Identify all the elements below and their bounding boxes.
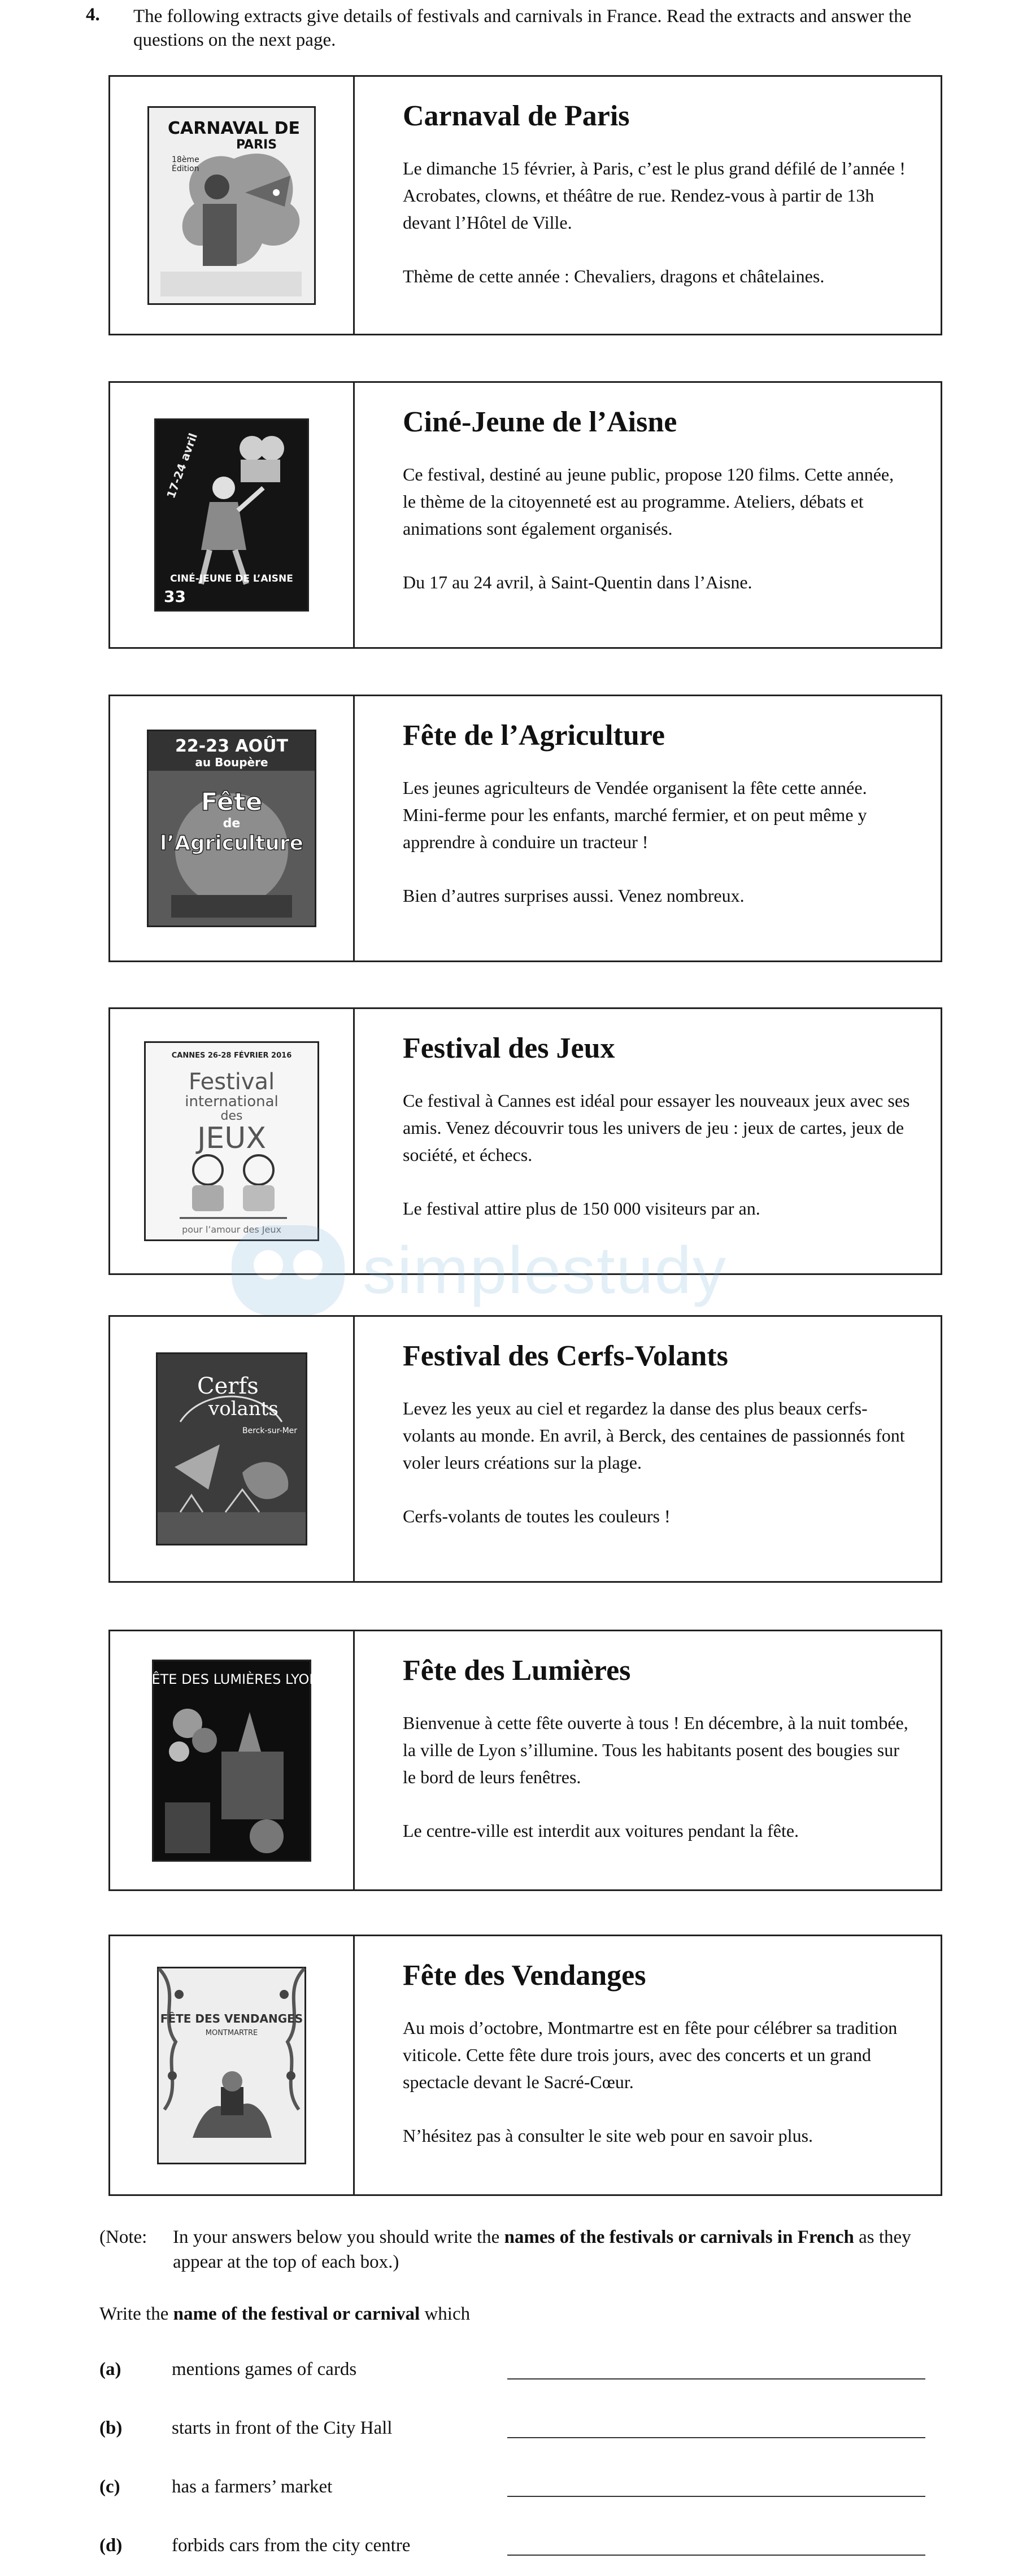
question-text: starts in front of the City Hall (172, 2418, 393, 2438)
question-d (99, 2535, 947, 2564)
poster-line: volants (208, 1398, 278, 1420)
question-a (99, 2359, 947, 2387)
festival-card-cine-jeune (108, 381, 942, 649)
instruction: Write the name of the festival or carnival which (99, 2304, 471, 2324)
poster-line: 18ème (172, 155, 199, 164)
question-text: forbids cars from the city centre (172, 2535, 411, 2556)
festival-paragraph: Bien d’autres surprises aussi. Venez nombreux. (403, 885, 745, 906)
note-label: (Note: (99, 2227, 147, 2247)
festival-paragraph: Bienvenue à cette fête ouverte à tous ! En décembre, à la nuit tombée, la ville de Lyon s’illumine. Tous les habitants posent des bougies sur le bord de leurs fenêtres. (403, 1713, 908, 1787)
poster-line: Festival (188, 1069, 275, 1095)
question-text: has a farmers’ market (172, 2477, 333, 2497)
festival-paragraph: Le festival attire plus de 150 000 visiteurs par an. (403, 1198, 760, 1219)
festival-card-fete-des-lumieres (108, 1630, 942, 1891)
question-label: (c) (99, 2477, 120, 2497)
cerfs-volants-poster-image (156, 1352, 307, 1545)
carnaval-poster-art (149, 108, 314, 303)
poster-line: Berck-sur-Mer (242, 1426, 298, 1435)
poster-line: 22-23 AOÛT (175, 736, 288, 756)
instruction-emphasis: name of the festival or carnival (173, 2304, 420, 2324)
question-label: (b) (99, 2418, 123, 2438)
poster-line: l’Agriculture (159, 832, 304, 855)
vendanges-poster-image (157, 1967, 306, 2164)
watermark (226, 1220, 727, 1321)
question-b (99, 2418, 947, 2446)
poster-line: FÊTE DES VENDANGES (160, 2011, 303, 2025)
lumieres-poster-image (143, 1660, 320, 1862)
festival-title: Ciné-Jeune de l’Aisne (403, 406, 677, 438)
poster-line: CINÉ-JEUNE DE L’AISNE (170, 573, 293, 584)
question-number: 4. (86, 5, 100, 25)
festival-card-fete-des-vendanges (108, 1935, 942, 2196)
festival-paragraph: Au mois d’octobre, Montmartre est en fête pour célébrer sa tradition viticole. Cette fête dure trois jours, avec des concerts et un grand spectacle devant le Sacré-Cœur. (403, 2018, 898, 2092)
festival-paragraph: Ce festival à Cannes est idéal pour essayer les nouveaux jeux avec ses amis. Venez découvrir tous les univers de jeu : jeux de cartes, jeux de société, et échecs. (403, 1090, 910, 1165)
festival-title: Carnaval de Paris (403, 100, 630, 132)
poster-line: pour l’amour des Jeux (182, 1224, 281, 1235)
festival-card-fete-agriculture (108, 695, 942, 962)
festival-title: Fête des Vendanges (403, 1959, 646, 1992)
answer-line-d[interactable] (507, 2555, 925, 2556)
answer-line-c[interactable] (507, 2496, 925, 2497)
festival-paragraph: Le dimanche 15 février, à Paris, c’est le plus grand défilé de l’année ! Acrobates, clowns, et théâtre de rue. Rendez-vous à partir de 13h devant l’Hôtel de Ville. (403, 158, 906, 233)
poster-line: CANNES 26-28 FÉVRIER 2016 (171, 1051, 292, 1060)
cine-jeune-poster-image (154, 418, 309, 612)
question-c (99, 2477, 947, 2505)
poster-line: Fête (201, 788, 263, 817)
jeux-poster-art (146, 1043, 317, 1239)
question-label: (a) (99, 2359, 121, 2379)
question-label: (d) (99, 2535, 123, 2556)
poster-line: CARNAVAL DE (168, 118, 300, 138)
festival-title: Festival des Cerfs-Volants (403, 1340, 728, 1372)
cerfs-volants-poster-art (158, 1354, 306, 1544)
festival-title: Fête de l’Agriculture (403, 719, 665, 752)
question-text: mentions games of cards (172, 2359, 357, 2379)
watermark-text: simplestudy (363, 1233, 728, 1308)
poster-line: 17-24 avril (164, 431, 201, 500)
poster-line: JEUX (197, 1121, 266, 1155)
jeux-poster-image (144, 1041, 319, 1241)
poster-line: Cerfs (197, 1373, 259, 1399)
note-emphasis: names of the festivals or carnivals in French (504, 2227, 854, 2247)
lumieres-poster-art (143, 1661, 320, 1860)
festival-card-cerfs-volants (108, 1315, 942, 1583)
festival-paragraph: Thème de cette année : Chevaliers, dragons et châtelaines. (403, 266, 825, 286)
answer-line-b[interactable] (507, 2437, 925, 2438)
festival-paragraph: Ce festival, destiné au jeune public, propose 120 films. Cette année, le thème de la citoyenneté est au programme. Ateliers, débats et animations sont également organisés. (403, 464, 894, 539)
intro-text: The following extracts give details of festivals and carnivals in France. Read the extracts and answer the questions on the next page. (133, 6, 912, 50)
festival-card-carnaval-de-paris (108, 75, 942, 335)
watermark-logo-icon (226, 1220, 350, 1321)
poster-line: MONTMARTRE (205, 2028, 258, 2037)
poster-line: de (223, 817, 241, 831)
cine-jeune-poster-art (156, 420, 307, 610)
agriculture-poster-image (147, 730, 316, 927)
answer-line-a[interactable] (507, 2378, 925, 2379)
agriculture-poster-art (149, 731, 315, 925)
poster-line: PARIS (236, 137, 277, 152)
festival-title: Festival des Jeux (403, 1032, 615, 1064)
festival-paragraph: Du 17 au 24 avril, à Saint-Quentin dans l’Aisne. (403, 572, 752, 592)
note-body: In your answers below you should write the names of the festivals or carnivals in French as they appear at the top of each box.) (173, 2227, 911, 2272)
festival-paragraph: Les jeunes agriculteurs de Vendée organisent la fête cette année. Mini-ferme pour les enfants, marché fermier, et on peut même y apprendre à conduire un tracteur ! (403, 778, 867, 852)
carnaval-poster-image (147, 106, 316, 305)
poster-line: Édition (172, 164, 199, 173)
poster-line: au Boupère (195, 756, 268, 769)
festival-paragraph: Cerfs-volants de toutes les couleurs ! (403, 1506, 671, 1526)
vendanges-poster-art (159, 1968, 304, 2163)
poster-line: 33 (164, 587, 186, 606)
festival-paragraph: Le centre-ville est interdit aux voitures pendant la fête. (403, 1820, 799, 1841)
poster-line: international (185, 1093, 278, 1110)
poster-line: FÊTE DES LUMIÈRES LYON (143, 1671, 320, 1687)
festival-paragraph: Levez les yeux au ciel et regardez la danse des plus beaux cerfs-volants au monde. En avril, à Berck, des centaines de passionnés font voler leurs créations sur la plage. (403, 1398, 905, 1473)
festival-title: Fête des Lumières (403, 1654, 631, 1687)
poster-line: des (220, 1109, 243, 1123)
festival-paragraph: N’hésitez pas à consulter le site web pour en savoir plus. (403, 2125, 813, 2146)
